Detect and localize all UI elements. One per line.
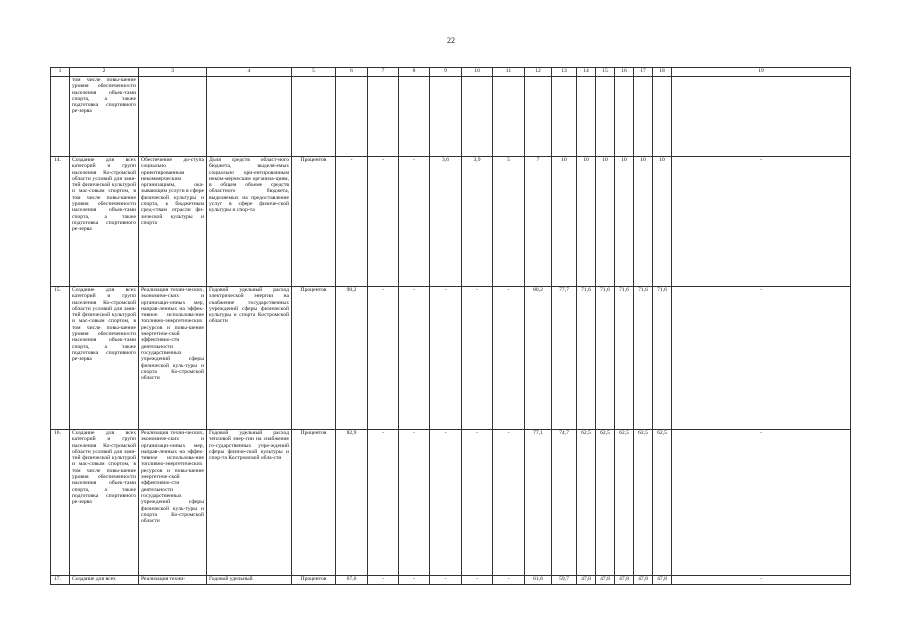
value-cell: -: [430, 430, 462, 576]
row-number-cell: 16.: [51, 430, 70, 576]
note-cell: [672, 77, 851, 157]
value-cell: 61,6: [525, 576, 552, 585]
unit-cell: Процентов: [292, 576, 336, 585]
value-cell: 77,1: [525, 430, 552, 576]
value-cell: 90,2: [336, 287, 368, 430]
header-cell: 16: [615, 68, 634, 77]
value-cell: 71,6: [577, 287, 596, 430]
note-cell: -: [672, 287, 851, 430]
value-cell: 71,6: [596, 287, 615, 430]
task-cell: Реализация техни-ческих, экономиче-ских и организаци-онных мер, направ-ленных на эффек-тивное использова-ние топливно-энергетических ресурсов и повы-шение энергетиче-ской эффективно-сти деятельности государственных учреждений сферы физической куль-туры и спорта Ко-стромской области: [139, 287, 207, 430]
value-cell: 71,6: [634, 287, 653, 430]
value-cell: 62,5: [596, 430, 615, 576]
header-cell: 14: [577, 68, 596, 77]
value-cell: 10: [615, 157, 634, 287]
value-cell: -: [430, 576, 462, 585]
value-cell: 77,7: [552, 287, 577, 430]
value-cell: -: [462, 287, 493, 430]
unit-cell: Процентов: [292, 157, 336, 287]
value-cell: 47,8: [615, 576, 634, 585]
indicator-cell: Годовой удельный: [207, 576, 292, 585]
table-row: [51, 287, 851, 430]
header-cell: 19: [672, 68, 851, 77]
indicator-cell: [207, 77, 292, 157]
task-cell: [139, 77, 207, 157]
unit-cell: Процентов: [292, 287, 336, 430]
header-cell: 8: [399, 68, 430, 77]
indicator-cell: Доля средств област-ного бюджета, выделя-емых социально ори-ентированным неком-мерческим организа-циям, в общем объеме средств областного бюджета, выделяемых на предоставление услуг в сфере физиче-ской культуры и спор-та: [207, 157, 292, 287]
indicator-cell: Годовой удельный расход электрической энергии на снабжение государственных учреждений сферы физической культуры и спорта Костромской области: [207, 287, 292, 430]
value-cell: [552, 77, 577, 157]
table-row: [51, 576, 851, 585]
goal-cell: Создание для всех категорий и групп населения Ко-стромской области условий для заня-тий физической культурой и мас-совым спортом, в том числе повы-шение уровня обеспеченности населения объек-тами спорта, а также подготовка спортивного ре-зерва: [70, 430, 139, 576]
value-cell: 82,9: [336, 430, 368, 576]
value-cell: 10: [634, 157, 653, 287]
value-cell: 74,7: [552, 430, 577, 576]
table-header-row: [51, 68, 851, 77]
header-cell: 15: [596, 68, 615, 77]
header-cell: 13: [552, 68, 577, 77]
value-cell: 62,5: [653, 430, 672, 576]
value-cell: 62,5: [634, 430, 653, 576]
value-cell: 62,5: [577, 430, 596, 576]
value-cell: -: [368, 430, 399, 576]
value-cell: -: [399, 157, 430, 287]
value-cell: 3,9: [462, 157, 493, 287]
value-cell: -: [368, 287, 399, 430]
value-cell: -: [399, 430, 430, 576]
header-cell: 10: [462, 68, 493, 77]
value-cell: 3,6: [430, 157, 462, 287]
task-cell: Реализация техни-ческих, экономиче-ских и организаци-онных мер, направ-ленных на эффек-тивное использова-ние топливно-энергетических ресурсов и повы-шение энергетиче-ской эффективно-сти деятельности государственных учреждений сферы физической куль-туры и спорта Ко-стромской области: [139, 430, 207, 576]
row-number-cell: 15.: [51, 287, 70, 430]
row-number-cell: [51, 77, 70, 157]
value-cell: 71,6: [653, 287, 672, 430]
header-cell: 11: [493, 68, 525, 77]
value-cell: 47,8: [653, 576, 672, 585]
header-cell: 5: [292, 68, 336, 77]
value-cell: 71,6: [615, 287, 634, 430]
value-cell: [615, 77, 634, 157]
value-cell: -: [493, 430, 525, 576]
value-cell: 59,7: [552, 576, 577, 585]
value-cell: [462, 77, 493, 157]
value-cell: -: [493, 576, 525, 585]
value-cell: 47,8: [577, 576, 596, 585]
value-cell: -: [462, 576, 493, 585]
value-cell: 5: [493, 157, 525, 287]
value-cell: [493, 77, 525, 157]
table-row: [51, 430, 851, 576]
value-cell: [368, 77, 399, 157]
goal-cell: Создание для всех категорий и групп населения Ко-стромской области условий для заня-тий физической культурой и мас-совым спортом, в том числе повы-шение уровня обеспеченности населения объек-тами спорта, а также подготовка спортивного ре-зерва: [70, 287, 139, 430]
goal-cell: Создание для всех: [70, 576, 139, 585]
value-cell: -: [368, 576, 399, 585]
indicator-cell: Годовой удельный расход тепловой энер-гии на снабжение го-сударственных учре-ждений сферы физиче-ской культуры и спор-та Костромской обла-сти: [207, 430, 292, 576]
value-cell: [577, 77, 596, 157]
goal-cell: том числе повы-шение уровня обеспеченности населения объек-тами спорта, а также подготовка спортивного ре-зерва: [70, 77, 139, 157]
value-cell: -: [493, 287, 525, 430]
value-cell: [525, 77, 552, 157]
value-cell: 47,8: [634, 576, 653, 585]
value-cell: 62,5: [615, 430, 634, 576]
header-cell: 4: [207, 68, 292, 77]
value-cell: 47,8: [596, 576, 615, 585]
value-cell: [399, 77, 430, 157]
value-cell: 10: [577, 157, 596, 287]
indicators-table: [50, 67, 851, 585]
note-cell: -: [672, 576, 851, 585]
task-cell: Реализация техни-: [139, 576, 207, 585]
header-cell: 17: [634, 68, 653, 77]
header-cell: 2: [70, 68, 139, 77]
unit-cell: Процентов: [292, 430, 336, 576]
note-cell: -: [672, 430, 851, 576]
table-row: [51, 77, 851, 157]
value-cell: -: [399, 576, 430, 585]
table-row: [51, 157, 851, 287]
value-cell: [634, 77, 653, 157]
page-number: 22: [447, 36, 455, 45]
note-cell: -: [672, 157, 851, 287]
goal-cell: Создание для всех категорий и групп населения Ко-стромской области условий для заня-тий физической культурой и мас-совым спортом, в том числе повы-шение уровня обеспеченности населения объек-тами спорта, а также подготовка спортивного ре-зерва: [70, 157, 139, 287]
value-cell: -: [430, 287, 462, 430]
value-cell: 7: [525, 157, 552, 287]
header-cell: 9: [430, 68, 462, 77]
value-cell: [596, 77, 615, 157]
value-cell: [653, 77, 672, 157]
value-cell: 10: [653, 157, 672, 287]
header-cell: 6: [336, 68, 368, 77]
header-cell: 12: [525, 68, 552, 77]
header-cell: 1: [51, 68, 70, 77]
value-cell: -: [399, 287, 430, 430]
value-cell: 67,6: [336, 576, 368, 585]
value-cell: [430, 77, 462, 157]
unit-cell: [292, 77, 336, 157]
task-cell: Обеспечение до-ступа социально ориентированным некоммерческим организациям, ока-зывающим услуги в сфере физической культуры и спорта, к бюджетным сред-ствам отрасли фи-зической культуры и спорта: [139, 157, 207, 287]
header-cell: 18: [653, 68, 672, 77]
value-cell: 10: [596, 157, 615, 287]
value-cell: -: [336, 157, 368, 287]
row-number-cell: 17.: [51, 576, 70, 585]
header-cell: 7: [368, 68, 399, 77]
header-cell: 3: [139, 68, 207, 77]
value-cell: 80,2: [525, 287, 552, 430]
value-cell: 10: [552, 157, 577, 287]
value-cell: -: [462, 430, 493, 576]
value-cell: -: [368, 157, 399, 287]
value-cell: [336, 77, 368, 157]
row-number-cell: 14.: [51, 157, 70, 287]
